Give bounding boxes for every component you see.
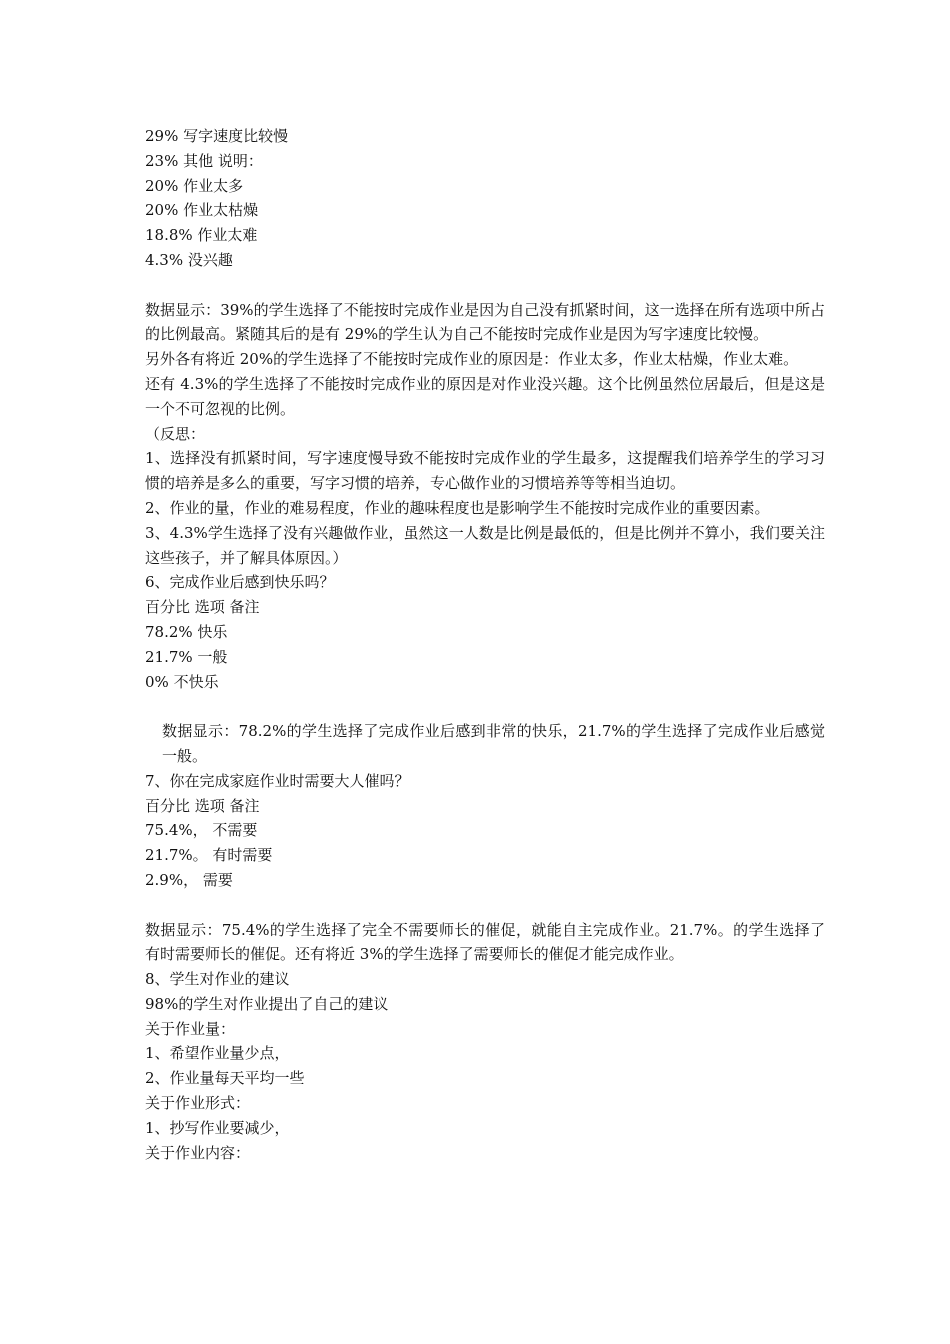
amount-heading: 关于作业量： [145, 1019, 236, 1038]
q7-table-header: 百分比 选项 备注 [145, 796, 260, 815]
q5-result-row: 18.8% 作业太难 [145, 226, 258, 245]
q7-result-row: 75.4%， 不需要 [145, 821, 258, 840]
q7-result-row: 21.7%。 有时需要 [145, 846, 273, 865]
spacer [145, 273, 825, 298]
q8-section [145, 967, 825, 1165]
q6-section [145, 570, 825, 768]
form-item: 1、抄写作业要减少， [145, 1118, 290, 1137]
analysis-paragraph: 另外各有将近 20%的学生选择了不能按时完成作业的原因是：作业太多，作业太枯燥，作业太难。 [145, 350, 799, 369]
amount-item: 1、希望作业量少点， [145, 1044, 290, 1063]
content-heading: 关于作业内容： [145, 1143, 251, 1162]
document-page [145, 124, 825, 1165]
q5-result-row: 20% 作业太多 [145, 176, 244, 195]
q5-result-row: 23% 其他 说明： [145, 151, 263, 170]
q7-section [145, 769, 825, 967]
reflection-section [145, 422, 825, 571]
spacer [145, 694, 825, 719]
reflection-item: 3、4.3%学生选择了没有兴趣做作业，虽然这一人数是比例是最低的，但是比例并不算小，我们要关注这些孩子，并了解具体原因。） [145, 523, 825, 567]
analysis-paragraph: 数据显示：39%的学生选择了不能按时完成作业是因为自己没有抓紧时间，这一选择在所有选项中所占的比例最高。紧随其后的是有 29%的学生认为自己不能按时完成作业是因为写字速度比较慢。 [145, 300, 825, 344]
amount-item: 2、作业量每天平均一些 [145, 1069, 305, 1088]
q6-table-header: 百分比 选项 备注 [145, 598, 260, 617]
q8-summary: 98%的学生对作业提出了自己的建议 [145, 994, 389, 1013]
q5-result-row: 29% 写字速度比较慢 [145, 127, 289, 145]
q7-analysis: 数据显示：75.4%的学生选择了完全不需要师长的催促，就能自主完成作业。21.7%。的学生选择了有时需要师长的催促。还有将近 3%的学生选择了需要师长的催促才能完成作业。 [145, 920, 825, 964]
q7-question: 7、你在完成家庭作业时需要大人催吗？ [145, 771, 410, 790]
q5-results-list [145, 124, 825, 273]
reflection-item: 1、选择没有抓紧时间，写字速度慢导致不能按时完成作业的学生最多，这提醒我们培养学生的学习习惯的培养是多么的重要，写字习惯的培养，专心做作业的习惯培养等等相当迫切。 [145, 449, 825, 493]
form-heading: 关于作业形式： [145, 1094, 251, 1113]
reflection-title: （反思： [145, 424, 206, 443]
q5-result-row: 20% 作业太枯燥 [145, 201, 259, 220]
q5-analysis [145, 298, 825, 422]
q7-result-row: 2.9%， 需要 [145, 870, 233, 889]
q8-question: 8、学生对作业的建议 [145, 970, 290, 989]
q6-result-row: 78.2% 快乐 [145, 622, 228, 641]
reflection-item: 2、作业的量，作业的难易程度，作业的趣味程度也是影响学生不能按时完成作业的重要因素。 [145, 498, 770, 517]
q5-result-row: 4.3% 没兴趣 [145, 250, 233, 269]
q6-result-row: 0% 不快乐 [145, 672, 219, 691]
spacer [145, 893, 825, 918]
q6-analysis: 数据显示：78.2%的学生选择了完成作业后感到非常的快乐，21.7%的学生选择了完成作业后感觉一般。 [162, 722, 825, 765]
q6-question: 6、完成作业后感到快乐吗？ [145, 573, 335, 592]
q6-result-row: 21.7% 一般 [145, 647, 228, 666]
analysis-paragraph: 还有 4.3%的学生选择了不能按时完成作业的原因是对作业没兴趣。这个比例虽然位居最后，但是这是一个不可忽视的比例。 [145, 374, 825, 418]
